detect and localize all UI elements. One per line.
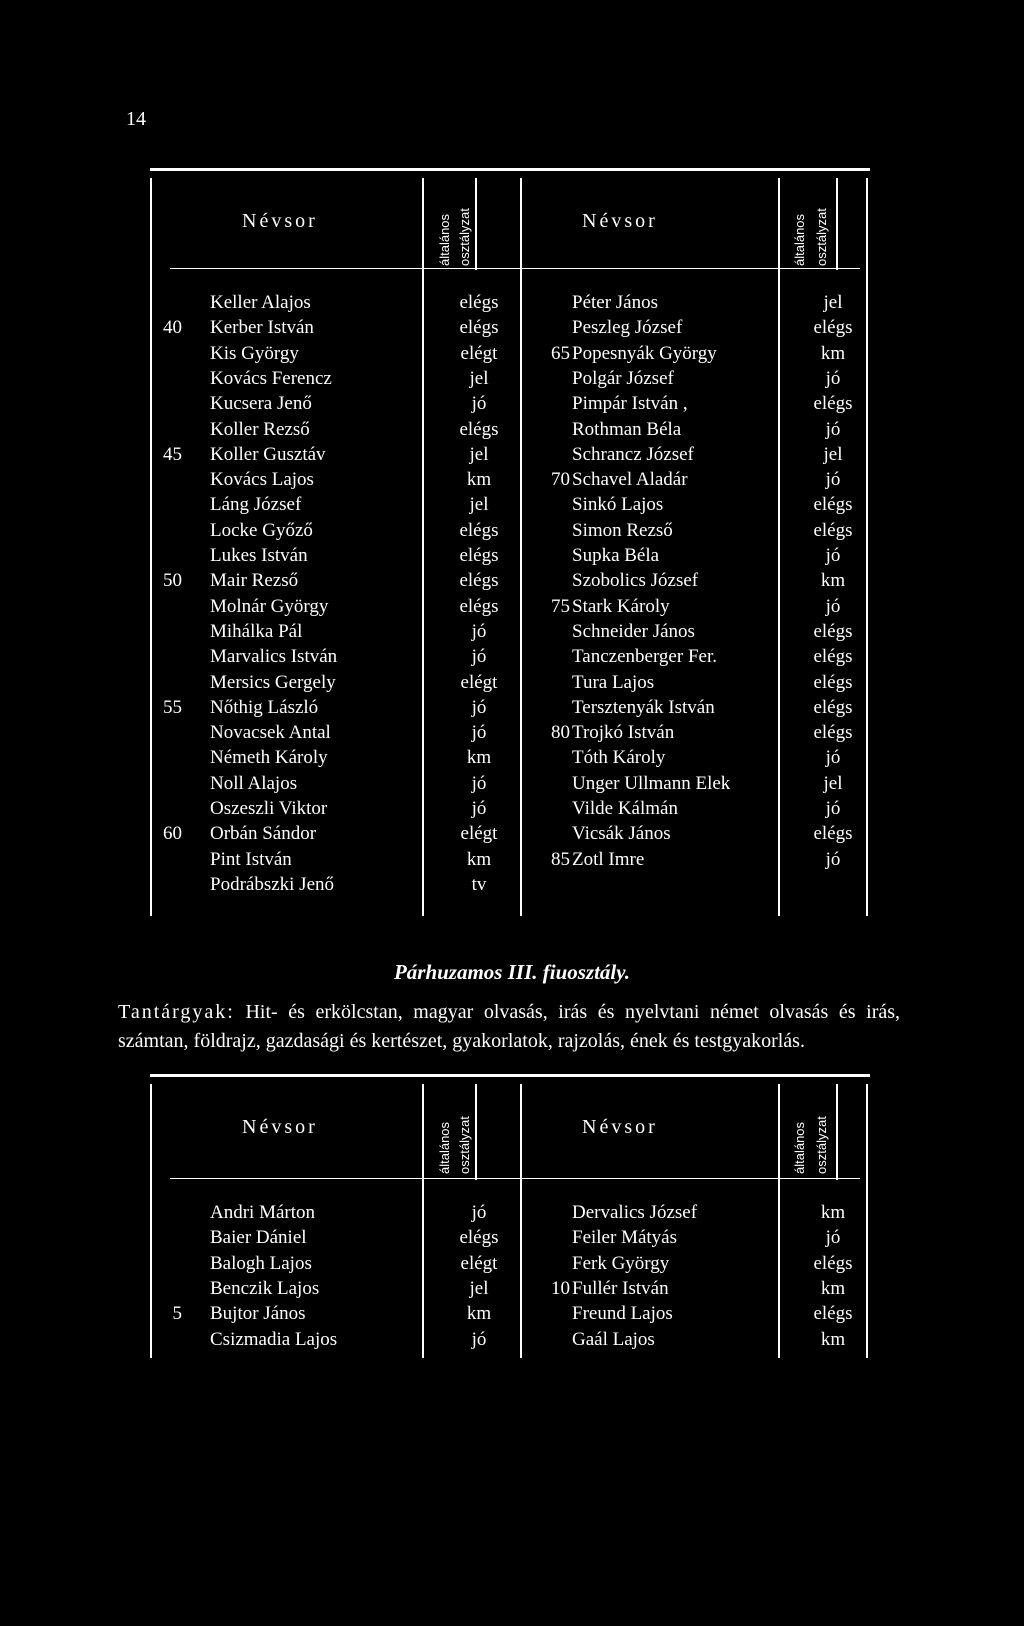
student-name-right: Polgár József xyxy=(572,367,674,389)
student-name-right: Schneider János xyxy=(572,620,695,642)
student-name-left: Noll Alajos xyxy=(210,772,298,794)
student-name-right: Vilde Kálmán xyxy=(572,798,678,819)
student-name-left: Molnár György xyxy=(210,595,329,617)
student-name-right: Unger Ullmann Elek xyxy=(572,772,731,794)
row-number-right: 70 xyxy=(551,469,570,491)
subjects-text: Hit- és erkölcstan, magyar olvasás, irás és nyelvtani német olvasás és irás, számtan, földrajz, gazdasági és kertészet, gyakorlatok, rajzolás, ének és testgyakorlás. xyxy=(118,1001,901,1052)
student-name-right: Freund Lajos xyxy=(572,1303,673,1325)
student-name-left: Keller Alajos xyxy=(210,292,311,313)
student-name-right: Gaál Lajos xyxy=(572,1328,655,1350)
grade-left: jel xyxy=(469,367,489,389)
grade-right: elégs xyxy=(813,671,853,693)
grade-right: elégs xyxy=(813,646,853,668)
grade-left: jel xyxy=(469,443,489,465)
table-row xyxy=(150,771,870,796)
student-name-right: Supka Béla xyxy=(572,545,660,566)
row-number-left: 60 xyxy=(163,823,182,845)
row-number-right: 10 xyxy=(551,1277,570,1299)
student-name-right: Pimpár István , xyxy=(572,393,688,415)
grade-left: elégs xyxy=(459,570,499,592)
student-name-left: Mersics Gergely xyxy=(210,671,336,693)
student-name-left: Balogh Lajos xyxy=(210,1252,312,1274)
grade-right: jó xyxy=(825,545,841,566)
grade-left: elégs xyxy=(459,418,499,440)
grade-right: elégs xyxy=(813,519,853,541)
header-name-left: Névsor xyxy=(242,210,318,232)
header-grade-top-left: általános xyxy=(437,213,452,266)
table-row xyxy=(150,847,870,872)
grade-right: jel xyxy=(823,443,843,465)
row-number-right: 75 xyxy=(551,595,570,617)
grade-right: jó xyxy=(825,469,841,491)
student-name-left: Csizmadia Lajos xyxy=(210,1328,338,1350)
student-name-left: Oszeszli Viktor xyxy=(210,798,328,819)
student-name-left: Láng József xyxy=(210,494,302,516)
grade-left: km xyxy=(466,469,492,491)
table-row xyxy=(150,644,870,669)
grade-right: elégs xyxy=(813,1303,853,1325)
student-name-left: Podrábszki Jenő xyxy=(210,873,335,895)
header-grade-bottom-left: osztályzat xyxy=(457,208,472,266)
student-name-right: Schrancz József xyxy=(572,443,694,465)
row-number-left: 45 xyxy=(163,443,182,465)
student-name-right: Dervalics József xyxy=(572,1202,698,1223)
table-row xyxy=(150,492,870,517)
student-name-left: Mihálka Pál xyxy=(210,620,303,642)
student-name-right: Zotl Imre xyxy=(572,848,645,870)
grade-left: elégs xyxy=(459,1227,499,1249)
grade-left: jel xyxy=(469,494,489,516)
grade-right: jó xyxy=(825,848,841,870)
grade-left: elégs xyxy=(459,545,499,566)
table-row xyxy=(150,543,870,568)
student-name-left: Koller Rezső xyxy=(210,418,310,440)
student-name-right: Tersztenyák István xyxy=(572,696,715,718)
student-name-right: Schavel Aladár xyxy=(572,469,688,491)
student-name-right: Fullér István xyxy=(572,1277,669,1299)
student-name-right: Feiler Mátyás xyxy=(572,1227,678,1249)
grade-right: elégs xyxy=(813,620,853,642)
student-name-left: Andri Márton xyxy=(210,1202,316,1223)
table-row xyxy=(150,796,870,821)
grade-right: elégs xyxy=(813,1252,853,1274)
student-name-right: Tanczenberger Fer. xyxy=(572,646,717,668)
student-name-left: Baier Dániel xyxy=(210,1227,307,1249)
page-number: 14 xyxy=(126,108,146,130)
table-row xyxy=(150,720,870,745)
table-row xyxy=(150,1251,870,1276)
student-name-right: Péter János xyxy=(572,292,659,313)
grade-right: elégs xyxy=(813,393,853,415)
table-row xyxy=(150,391,870,416)
table-row xyxy=(150,1200,870,1225)
row-number-left: 55 xyxy=(163,696,182,718)
grade-left: elégt xyxy=(460,671,498,693)
header-grade-bottom-right: osztályzat xyxy=(814,208,829,266)
grade-left: elégt xyxy=(460,342,498,364)
grade-left: jó xyxy=(471,1328,487,1350)
student-name-right: Szobolics József xyxy=(572,570,699,592)
student-name-left: Kovács Lajos xyxy=(210,469,314,491)
student-name-left: Kerber István xyxy=(210,317,314,339)
grade-left: jó xyxy=(471,393,487,415)
row-number-right: 80 xyxy=(551,722,570,744)
grade-right: jel xyxy=(823,772,843,794)
student-name-right: Simon Rezső xyxy=(572,519,673,541)
header-grade-top-right: általános xyxy=(792,213,807,266)
student-name-left: Kovács Ferencz xyxy=(210,367,332,389)
student-name-right: Vicsák János xyxy=(572,823,671,845)
table-row xyxy=(150,315,870,340)
grade-left: elégs xyxy=(459,519,499,541)
subjects-paragraph xyxy=(118,998,900,1056)
student-name-right: Trojkó István xyxy=(572,722,675,744)
student-name-left: Mair Rezső xyxy=(210,570,299,592)
grade-right: km xyxy=(820,342,846,364)
grade-left: elégt xyxy=(460,1252,498,1274)
table-row xyxy=(150,467,870,492)
section-heading: Párhuzamos III. fiuosztály. xyxy=(393,960,631,984)
grade-left: elégs xyxy=(459,292,499,313)
grade-left: jó xyxy=(471,620,487,642)
student-name-right: Stark Károly xyxy=(572,595,670,617)
student-name-right: Tura Lajos xyxy=(572,671,655,693)
student-name-right: Ferk György xyxy=(572,1252,670,1274)
grade-right: elégs xyxy=(813,722,853,744)
student-name-left: Novacsek Antal xyxy=(210,722,331,744)
grade-left: km xyxy=(466,848,492,870)
grade-left: elégs xyxy=(459,595,499,617)
grade-left: elégt xyxy=(460,823,498,845)
student-name-right: Sinkó Lajos xyxy=(572,494,664,516)
subjects-lead: Tantárgyak: xyxy=(118,1001,235,1023)
student-name-left: Pint István xyxy=(210,848,292,870)
grade-right: jel xyxy=(823,292,843,313)
table-row xyxy=(150,695,870,720)
table-row xyxy=(150,442,870,467)
grade-right: jó xyxy=(825,367,841,389)
table2 xyxy=(150,1078,870,1358)
table-row xyxy=(150,366,870,391)
student-name-left: Benczik Lajos xyxy=(210,1277,320,1299)
student-name-left: Marvalics István xyxy=(210,646,338,668)
grade-right: jó xyxy=(825,595,841,617)
grade-left: tv xyxy=(471,873,487,895)
student-name-left: Lukes István xyxy=(210,545,308,566)
row-number-right: 85 xyxy=(551,848,570,870)
table1 xyxy=(150,172,870,917)
row-number-right: 65 xyxy=(551,342,570,364)
grade-right: elégs xyxy=(813,317,853,339)
header-grade-top-left: általános xyxy=(437,1121,452,1174)
table-row xyxy=(150,670,870,695)
grade-right: elégs xyxy=(813,494,853,516)
student-name-left: Kucsera Jenő xyxy=(210,393,312,415)
student-name-left: Kis György xyxy=(210,342,299,364)
table-row xyxy=(150,1301,870,1326)
table-row xyxy=(150,1225,870,1250)
student-name-right: Popesnyák György xyxy=(572,342,717,364)
row-number-left: 50 xyxy=(163,570,182,592)
student-name-left: Németh Károly xyxy=(210,747,328,769)
grade-left: km xyxy=(466,1303,492,1325)
row-number-left: 40 xyxy=(163,317,182,339)
grade-left: elégs xyxy=(459,317,499,339)
row-number-left: 5 xyxy=(172,1303,182,1325)
header-name-right: Névsor xyxy=(582,1116,658,1138)
table-row xyxy=(150,821,870,846)
grade-left: jó xyxy=(471,772,487,794)
student-name-left: Nőthig László xyxy=(210,696,319,718)
grade-left: jó xyxy=(471,646,487,668)
table1-top-rule xyxy=(150,168,870,171)
table-row xyxy=(150,518,870,543)
grade-right: km xyxy=(820,570,846,592)
grade-left: jó xyxy=(471,798,487,819)
student-name-right: Peszleg József xyxy=(572,317,683,339)
grade-left: jó xyxy=(471,696,487,718)
grade-right: jó xyxy=(825,798,841,819)
grade-right: jó xyxy=(825,418,841,440)
header-name-right: Névsor xyxy=(582,210,658,232)
student-name-left: Bujtor János xyxy=(210,1303,306,1325)
table-row xyxy=(150,619,870,644)
table-row xyxy=(150,417,870,442)
header-name-left: Névsor xyxy=(242,1116,318,1138)
grade-right: jó xyxy=(825,1227,841,1249)
header-grade-bottom-left: osztályzat xyxy=(457,1116,472,1174)
grade-left: km xyxy=(466,747,492,769)
table-row xyxy=(150,290,870,315)
table-row xyxy=(150,568,870,593)
header-grade-bottom-right: osztályzat xyxy=(814,1116,829,1174)
grade-right: elégs xyxy=(813,823,853,845)
student-name-left: Orbán Sándor xyxy=(210,823,317,845)
grade-right: jó xyxy=(825,747,841,769)
student-name-right: Rothman Béla xyxy=(572,418,682,440)
grade-left: jó xyxy=(471,722,487,744)
grade-left: jó xyxy=(471,1202,487,1223)
table-row xyxy=(150,1276,870,1301)
table-row xyxy=(150,745,870,770)
student-name-right: Tóth Károly xyxy=(572,747,666,769)
table2-top-rule xyxy=(150,1074,870,1077)
student-name-left: Locke Győző xyxy=(210,519,313,541)
student-name-left: Koller Gusztáv xyxy=(210,443,326,465)
table-row xyxy=(150,872,870,897)
grade-right: km xyxy=(820,1277,846,1299)
table-row xyxy=(150,1327,870,1352)
grade-right: elégs xyxy=(813,696,853,718)
grade-right: km xyxy=(820,1328,846,1350)
grade-left: jel xyxy=(469,1277,489,1299)
grade-right: km xyxy=(820,1202,846,1223)
table-row xyxy=(150,594,870,619)
header-grade-top-right: általános xyxy=(792,1121,807,1174)
table-row xyxy=(150,341,870,366)
